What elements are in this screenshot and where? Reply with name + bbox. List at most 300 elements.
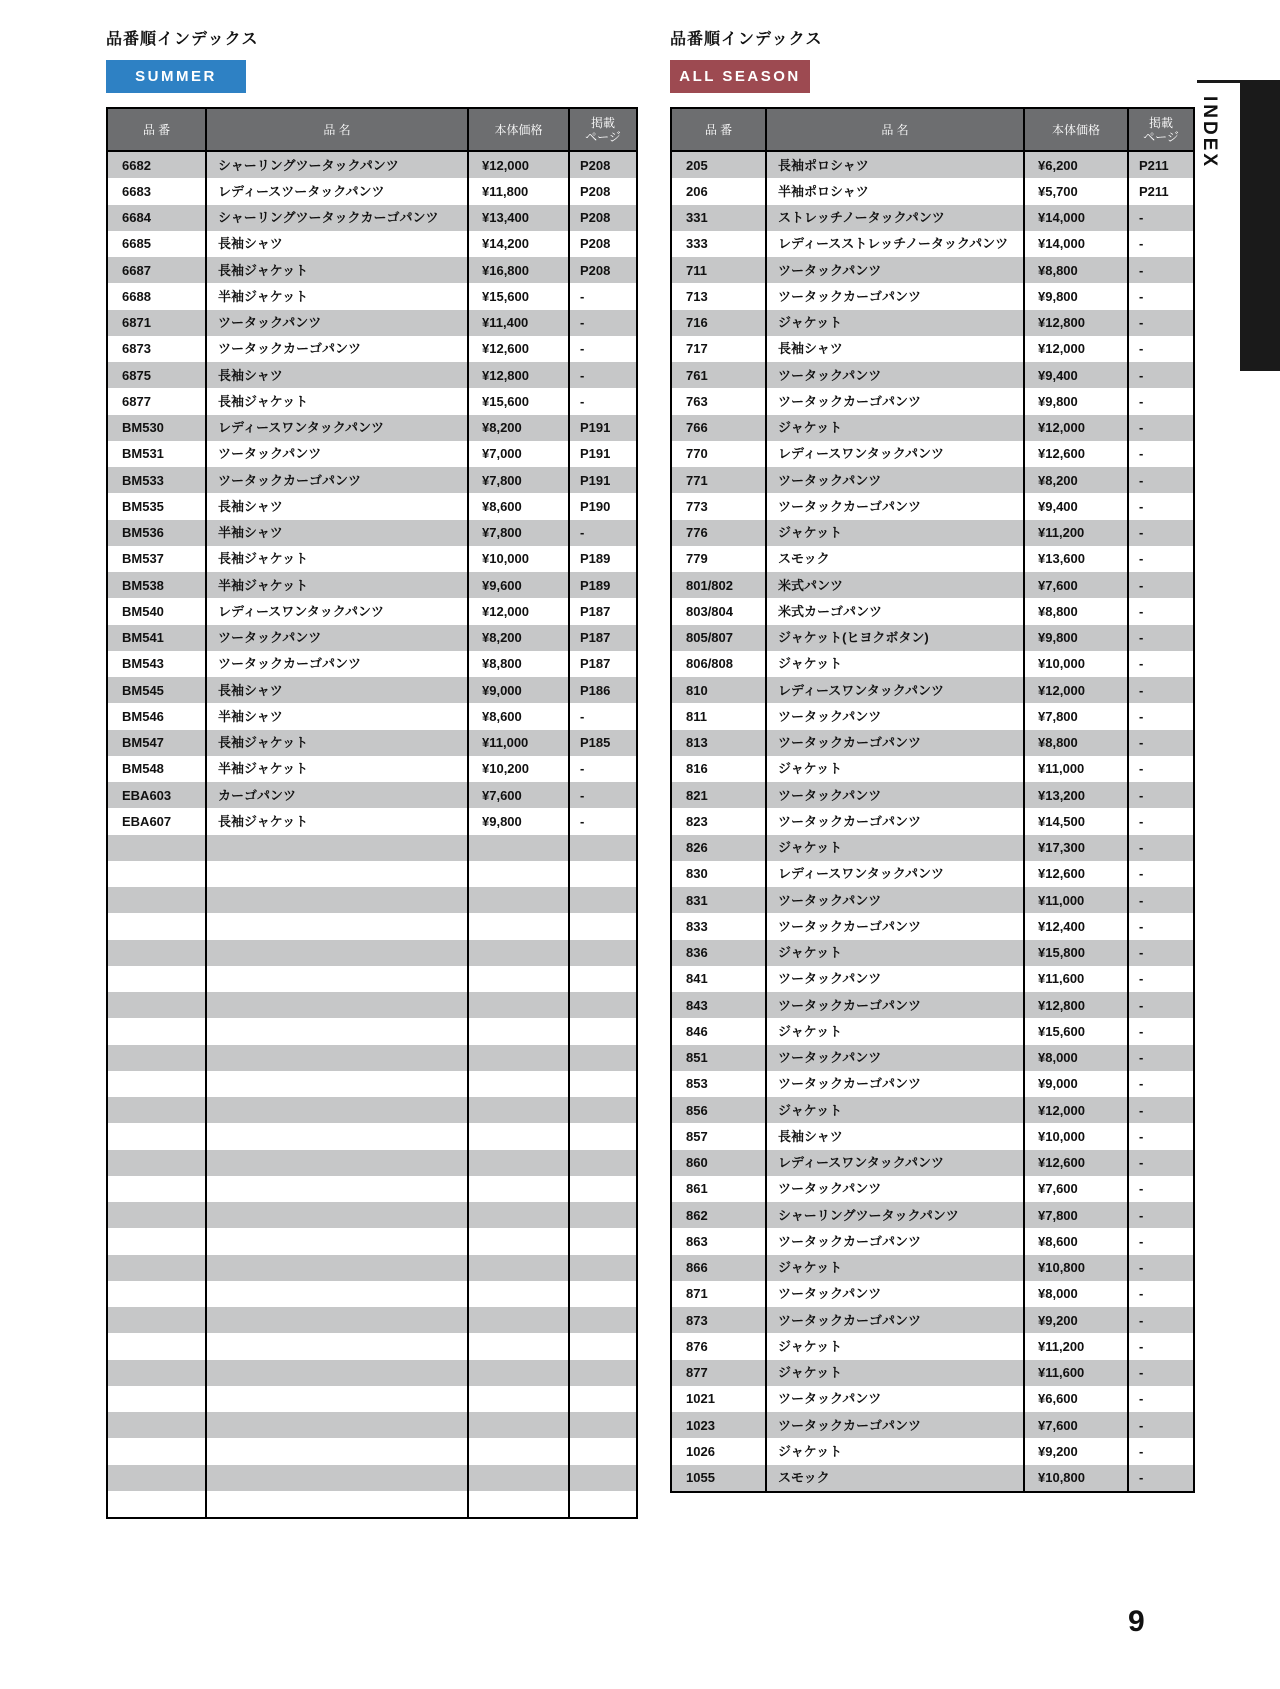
empty-cell [569,1438,637,1464]
item-number-cell: 871 [686,1286,708,1302]
empty-cell [569,1255,637,1281]
table-row [107,572,637,598]
price-cell: ¥8,800 [1024,257,1128,283]
item-name-cell: ツータックパンツ [766,1045,1024,1071]
table-row [671,546,1194,572]
page-ref-cell: - [1128,257,1194,283]
empty-cell [107,1228,206,1254]
empty-cell [468,1465,569,1491]
table-row [107,730,637,756]
price-cell: ¥10,200 [468,756,569,782]
item-name-cell: ジャケット [766,1018,1024,1044]
price-cell: ¥12,000 [1024,336,1128,362]
table-row [671,782,1194,808]
item-number-cell: 836 [671,940,766,966]
item-number-cell: 333 [686,236,708,252]
item-name-cell: ツータックパンツ [206,310,468,336]
empty-cell [468,1386,569,1412]
table-row [671,940,1194,966]
item-name-cell: 半袖ポロシャツ [766,178,1024,204]
page-ref-cell: - [1128,835,1194,861]
item-name-cell: ツータックパンツ [206,625,468,651]
table-row [671,1228,1194,1254]
table-row [671,493,1194,519]
page-ref-cell: P185 [569,730,637,756]
item-number-cell: EBA603 [107,782,206,808]
page-ref-cell: - [1128,1360,1194,1386]
empty-cell [206,1255,468,1281]
empty-cell [206,1491,468,1518]
page-ref-cell: P208 [569,178,637,204]
item-name-cell: ツータックカーゴパンツ [766,913,1024,939]
price-cell: ¥13,600 [1024,546,1128,572]
page-ref-cell: - [1128,1123,1194,1149]
empty-cell [206,887,468,913]
item-name-cell: レディースワンタックパンツ [766,677,1024,703]
price-cell: ¥11,200 [1024,1333,1128,1359]
price-cell: ¥15,600 [1024,1018,1128,1044]
empty-cell [206,1176,468,1202]
empty-cell [206,1281,468,1307]
item-number-cell: 876 [686,1338,708,1354]
item-name-cell: シャーリングツータックパンツ [766,1202,1024,1228]
table-row [671,913,1194,939]
item-name-cell: 米式カーゴパンツ [766,598,1024,624]
price-cell: ¥11,800 [468,178,569,204]
price-cell: ¥8,800 [468,651,569,677]
empty-cell [468,1202,569,1228]
table-row [107,388,637,414]
page-ref-cell: - [1128,310,1194,336]
page-ref-cell: - [1128,1281,1194,1307]
empty-cell [468,1281,569,1307]
item-name-cell: ジャケット(ヒヨクボタン) [766,625,1024,651]
item-name-cell: 長袖シャツ [206,362,468,388]
empty-cell [468,887,569,913]
item-number-cell: 779 [686,551,708,567]
item-number-cell: 866 [671,1255,766,1281]
page-ref-cell: - [569,310,637,336]
empty-table-row [107,1255,637,1281]
item-name-cell: ツータックカーゴパンツ [766,1307,1024,1333]
item-name-cell: カーゴパンツ [206,782,468,808]
item-name-cell: ツータックカーゴパンツ [766,1228,1024,1254]
table-row [671,1360,1194,1386]
price-cell: ¥7,000 [468,441,569,467]
item-number-cell: BM531 [122,446,164,462]
item-name-cell: ツータックパンツ [766,1386,1024,1412]
item-number-cell: 853 [686,1076,708,1092]
price-cell: ¥7,800 [468,520,569,546]
item-number-cell: 806/808 [686,656,733,672]
table-row [671,598,1194,624]
table-row [671,415,1194,441]
empty-table-row [107,1491,637,1518]
table-row [671,257,1194,283]
empty-cell [107,1255,206,1281]
item-name-cell: 半袖ジャケット [206,756,468,782]
empty-cell [569,1491,637,1518]
item-name-cell: レディースストレッチノータックパンツ [766,231,1024,257]
item-number-cell: EBA607 [122,813,172,829]
empty-cell [206,1202,468,1228]
table-row [671,730,1194,756]
item-name-cell: 長袖シャツ [766,336,1024,362]
page-ref-cell: - [1128,861,1194,887]
item-name-cell: ジャケット [766,1255,1024,1281]
item-name-cell: 半袖シャツ [206,520,468,546]
page-ref-cell: - [1128,913,1194,939]
empty-cell [468,913,569,939]
empty-cell [206,1097,468,1123]
empty-cell [206,1438,468,1464]
page-ref-cell: - [1128,415,1194,441]
price-cell: ¥7,600 [1024,1176,1128,1202]
empty-cell [206,1360,468,1386]
page-ref-cell: - [1128,730,1194,756]
price-cell: ¥12,400 [1024,913,1128,939]
table-row [671,231,1194,257]
empty-table-row [107,1150,637,1176]
empty-cell [107,1176,206,1202]
price-cell: ¥7,800 [468,467,569,493]
empty-cell [569,1360,637,1386]
item-name-cell: ツータックカーゴパンツ [766,283,1024,309]
empty-table-row [107,861,637,887]
item-number-cell: 1026 [686,1443,715,1459]
empty-table-row [107,1045,637,1071]
table-row [107,677,637,703]
page-ref-cell: - [1128,1307,1194,1333]
page-number: 9 [1128,1605,1145,1638]
empty-table-row [107,1071,637,1097]
table-row [671,861,1194,887]
page-ref-cell: - [1128,677,1194,703]
table-row [671,966,1194,992]
page-ref-cell: - [1128,992,1194,1018]
page-ref-cell: P191 [569,441,637,467]
empty-cell [206,1228,468,1254]
all-season-section [670,30,1195,1493]
empty-table-row [107,1097,637,1123]
page-ref-cell: P187 [569,625,637,651]
price-cell: ¥8,200 [1024,467,1128,493]
page-ref-cell: - [1128,388,1194,414]
empty-cell [107,1412,206,1438]
item-number-cell: 6875 [107,362,206,388]
table-row [107,336,637,362]
price-cell: ¥15,600 [468,388,569,414]
item-name-cell: 半袖シャツ [206,703,468,729]
item-number-cell: 821 [671,782,766,808]
empty-cell [107,1307,206,1333]
table-row [671,1255,1194,1281]
page-ref-cell: - [569,283,637,309]
page-ref-cell: - [1128,1018,1194,1044]
price-cell: ¥9,000 [1024,1071,1128,1097]
page-ref-cell: - [1128,1333,1194,1359]
page-ref-cell: - [1128,1071,1194,1097]
empty-cell [468,966,569,992]
page-ref-cell: P191 [569,415,637,441]
summer-badge: SUMMER [106,60,246,93]
table-row [671,1176,1194,1202]
empty-cell [107,1071,206,1097]
empty-cell [569,835,637,861]
price-cell: ¥10,000 [468,546,569,572]
table-row [671,1150,1194,1176]
empty-table-row [107,887,637,913]
item-number-cell: 831 [671,887,766,913]
column-header: 品 名 [766,108,1024,151]
table-row [107,205,637,231]
item-number-cell: 206 [686,183,708,199]
item-name-cell: 長袖シャツ [206,493,468,519]
item-name-cell: ツータックパンツ [766,1176,1024,1202]
table-row [107,625,637,651]
page-ref-cell: - [1128,283,1194,309]
price-cell: ¥9,800 [1024,625,1128,651]
empty-table-row [107,835,637,861]
item-name-cell: ジャケット [766,651,1024,677]
table-row [671,651,1194,677]
item-name-cell: ジャケット [766,940,1024,966]
table-row [671,151,1194,178]
item-number-cell: 861 [686,1181,708,1197]
page-ref-cell: P190 [569,493,637,519]
page-ref-cell: - [1128,336,1194,362]
price-cell: ¥6,600 [1024,1386,1128,1412]
price-cell: ¥9,800 [1024,388,1128,414]
empty-cell [468,1176,569,1202]
page-ref-cell: - [1128,625,1194,651]
page-ref-cell: - [1128,362,1194,388]
empty-cell [468,1412,569,1438]
page-ref-cell: P189 [569,546,637,572]
item-name-cell: ツータックパンツ [766,1281,1024,1307]
summer-index-table [106,107,638,1519]
item-number-cell: 843 [671,992,766,1018]
empty-cell [468,1071,569,1097]
price-cell: ¥14,200 [468,231,569,257]
price-cell: ¥12,600 [1024,861,1128,887]
table-row [107,362,637,388]
item-number-cell: BM547 [107,730,206,756]
price-cell: ¥11,200 [1024,520,1128,546]
page-ref-cell: - [569,703,637,729]
page-ref-cell: - [569,336,637,362]
page-ref-cell: P211 [1128,151,1194,178]
empty-cell [468,1307,569,1333]
price-cell: ¥10,000 [1024,1123,1128,1149]
table-row [671,677,1194,703]
price-cell: ¥12,800 [468,362,569,388]
price-cell: ¥12,000 [468,151,569,178]
page-ref-cell: - [1128,1465,1194,1492]
page-ref-cell: - [569,520,637,546]
empty-cell [107,835,206,861]
price-cell: ¥9,200 [1024,1438,1128,1464]
empty-cell [569,1202,637,1228]
table-row [107,441,637,467]
item-name-cell: ツータックカーゴパンツ [766,1412,1024,1438]
page-ref-cell: P208 [569,205,637,231]
price-cell: ¥9,000 [468,677,569,703]
item-number-cell: 771 [671,467,766,493]
empty-cell [107,1360,206,1386]
item-name-cell: ジャケット [766,756,1024,782]
table-row [107,310,637,336]
item-number-cell: BM541 [107,625,206,651]
item-number-cell: 713 [686,288,708,304]
item-name-cell: 長袖ポロシャツ [766,151,1024,178]
empty-table-row [107,992,637,1018]
empty-cell [206,1071,468,1097]
page-ref-cell: - [569,388,637,414]
item-number-cell: 6684 [107,205,206,231]
price-cell: ¥9,800 [468,808,569,834]
empty-cell [569,1045,637,1071]
page-ref-cell: - [1128,1097,1194,1123]
price-cell: ¥7,800 [1024,703,1128,729]
price-cell: ¥8,000 [1024,1281,1128,1307]
price-cell: ¥11,000 [1024,756,1128,782]
table-row [107,151,637,178]
empty-cell [107,1333,206,1359]
page-ref-cell: - [1128,782,1194,808]
empty-cell [107,1018,206,1044]
empty-cell [569,887,637,913]
item-name-cell: ツータックカーゴパンツ [206,467,468,493]
table-row [107,283,637,309]
page-ref-cell: P208 [569,151,637,178]
item-number-cell: 6683 [122,183,151,199]
table-row [671,1018,1194,1044]
item-name-cell: 長袖シャツ [206,231,468,257]
empty-cell [569,1386,637,1412]
page-ref-cell: - [1128,572,1194,598]
item-name-cell: 米式パンツ [766,572,1024,598]
page-ref-cell: - [569,808,637,834]
price-cell: ¥8,600 [468,703,569,729]
price-cell: ¥7,800 [1024,1202,1128,1228]
empty-table-row [107,1333,637,1359]
item-number-cell: 761 [671,362,766,388]
price-cell: ¥10,000 [1024,651,1128,677]
empty-cell [206,940,468,966]
page-ref-cell: - [1128,598,1194,624]
price-cell: ¥12,000 [1024,1097,1128,1123]
empty-cell [206,1307,468,1333]
item-name-cell: ストレッチノータックパンツ [766,205,1024,231]
page-ref-cell: - [1128,651,1194,677]
table-row [671,1412,1194,1438]
empty-table-row [107,1465,637,1491]
table-row [671,572,1194,598]
item-number-cell: 6873 [122,341,151,357]
empty-cell [468,1097,569,1123]
price-cell: ¥14,000 [1024,231,1128,257]
item-number-cell: 823 [686,813,708,829]
table-row [107,598,637,624]
page-ref-cell: P208 [569,231,637,257]
empty-cell [468,1333,569,1359]
price-cell: ¥12,000 [1024,677,1128,703]
empty-cell [569,940,637,966]
empty-cell [468,1491,569,1518]
table-row [671,178,1194,204]
item-number-cell: 877 [671,1360,766,1386]
item-name-cell: 長袖シャツ [206,677,468,703]
item-name-cell: ツータックパンツ [766,467,1024,493]
page-ref-cell: - [569,756,637,782]
item-name-cell: ジャケット [766,310,1024,336]
item-name-cell: ツータックカーゴパンツ [766,808,1024,834]
all-season-badge: ALL SEASON [670,60,810,93]
item-number-cell: 862 [671,1202,766,1228]
empty-cell [206,966,468,992]
table-row [107,520,637,546]
empty-cell [468,1123,569,1149]
price-cell: ¥12,800 [1024,992,1128,1018]
empty-cell [569,1176,637,1202]
item-name-cell: レディースワンタックパンツ [766,441,1024,467]
page-ref-cell: - [1128,520,1194,546]
price-cell: ¥15,800 [1024,940,1128,966]
page-ref-cell: - [1128,441,1194,467]
price-cell: ¥6,200 [1024,151,1128,178]
empty-cell [569,1281,637,1307]
page-ref-cell: P186 [569,677,637,703]
item-number-cell: 6682 [107,151,206,178]
empty-cell [569,1097,637,1123]
empty-cell [468,835,569,861]
table-row [671,1071,1194,1097]
empty-cell [107,1123,206,1149]
table-row [107,651,637,677]
empty-cell [468,1360,569,1386]
item-name-cell: ツータックパンツ [766,257,1024,283]
page-ref-cell: P208 [569,257,637,283]
empty-cell [107,861,206,887]
price-cell: ¥11,000 [1024,887,1128,913]
table-row [671,441,1194,467]
price-cell: ¥12,000 [1024,415,1128,441]
empty-cell [206,1412,468,1438]
empty-table-row [107,1438,637,1464]
column-header: 品 番 [671,108,766,151]
empty-cell [468,992,569,1018]
item-number-cell: BM537 [122,551,164,567]
column-header: 掲載 ページ [569,108,637,151]
column-header: 品 名 [206,108,468,151]
table-row [107,808,637,834]
empty-cell [569,1123,637,1149]
empty-cell [107,1150,206,1176]
page-ref-cell: - [1128,467,1194,493]
table-row [671,835,1194,861]
table-row [671,388,1194,414]
page-ref-cell: P211 [1128,178,1194,204]
empty-table-row [107,1228,637,1254]
empty-cell [107,1465,206,1491]
item-number-cell: 857 [686,1128,708,1144]
empty-table-row [107,940,637,966]
item-name-cell: ツータックパンツ [206,441,468,467]
item-name-cell: ツータックパンツ [766,966,1024,992]
item-name-cell: ツータックカーゴパンツ [766,992,1024,1018]
empty-cell [206,1150,468,1176]
